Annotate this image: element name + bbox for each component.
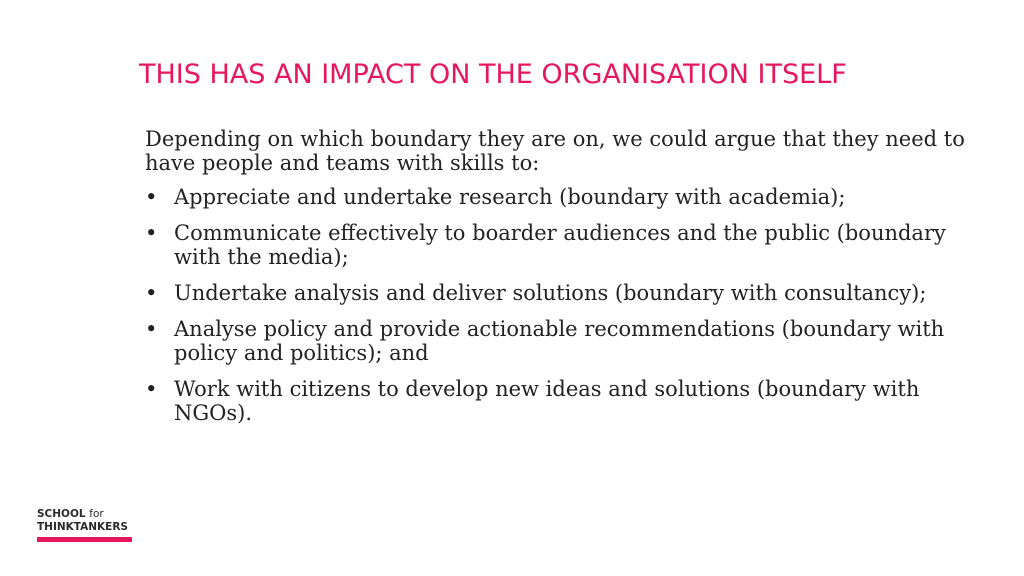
bullet-item-consultancy: • Undertake analysis and deliver solutions (boundary with consultancy);: [145, 281, 965, 305]
bullet-item-research: • Appreciate and undertake research (boundary with academia);: [145, 185, 965, 209]
logo-thinktankers-text: THINKTANKERS: [37, 520, 128, 533]
bullet-item-media: • Communicate effectively to boarder audiences and the public (boundary with the media);: [145, 221, 965, 269]
logo-for-text: for: [89, 508, 104, 520]
school-for-thinktankers-logo: [37, 508, 135, 542]
bullet-item-policy: • Analyse policy and provide actionable recommendations (boundary with policy and politics); and: [145, 317, 965, 365]
bullet-item-ngos: • Work with citizens to develop new ideas and solutions (boundary with NGOs).: [145, 377, 965, 425]
logo-accent-bar: [37, 537, 132, 542]
slide-title: THIS HAS AN IMPACT ON THE ORGANISATION ITSELF: [139, 59, 847, 90]
bullet-list: [145, 185, 965, 425]
slide-body: [145, 127, 965, 437]
intro-paragraph: Depending on which boundary they are on, we could argue that they need to have people and teams with skills to:: [145, 127, 965, 175]
logo-line-1: [37, 508, 135, 521]
logo-school-text: SCHOOL: [37, 508, 86, 520]
